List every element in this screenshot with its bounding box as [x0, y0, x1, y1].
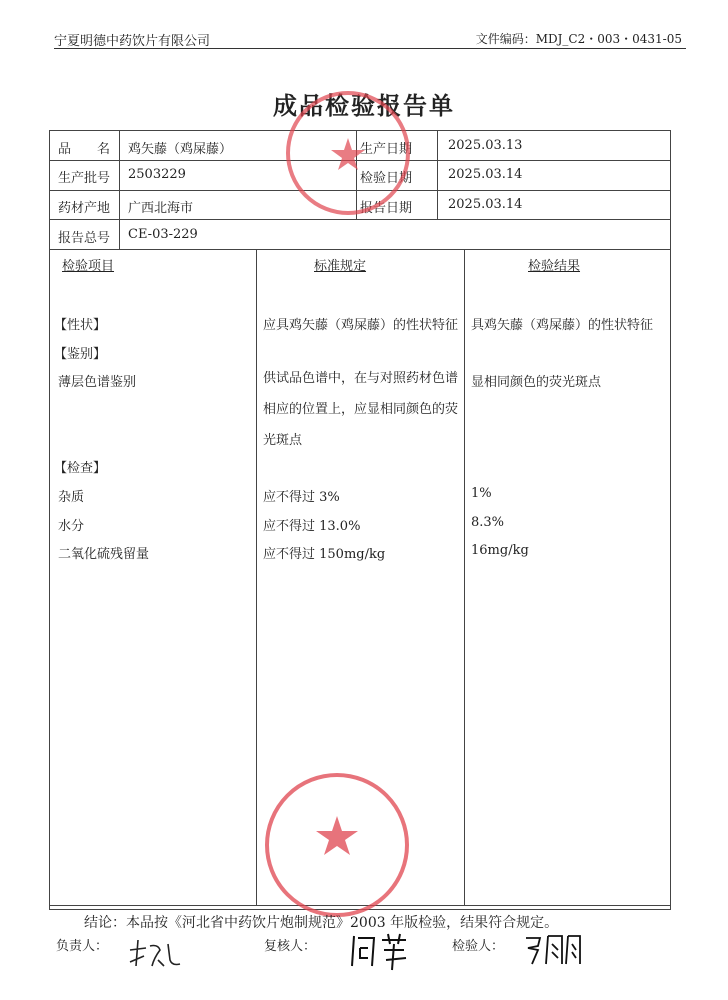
inspector-signature: [522, 930, 586, 970]
inspection-seal: [262, 770, 412, 920]
column-header-standard: 标准规定: [314, 259, 367, 274]
production-date-value: 2025.03.13: [448, 138, 523, 153]
name-value: 鸡矢藤（鸡屎藤）: [128, 142, 233, 157]
tlc-standard: [263, 363, 463, 456]
moisture-item: 水分: [58, 519, 85, 534]
tlc-standard-line: 光斑点: [263, 433, 303, 448]
row-divider: [50, 219, 670, 220]
report-number-label: 报告总号: [58, 231, 111, 246]
reviewer-label: 复核人：: [264, 939, 317, 954]
test-date-value: 2025.03.14: [448, 167, 523, 182]
section-inspect: 【检查】: [54, 461, 107, 476]
col-divider: [119, 219, 120, 249]
test-date-label: 检验日期: [360, 171, 413, 186]
impurity-result: 1%: [471, 486, 492, 501]
reviewer-signature: [348, 930, 412, 972]
row-divider: [50, 249, 670, 250]
section-character: 【性状】: [54, 318, 107, 333]
tlc-standard-line: 供试品色谱中，在与对照药材色谱: [263, 371, 459, 386]
column-header-item: 检验项目: [62, 259, 115, 274]
responsible-signature: [124, 936, 186, 972]
column-header-result: 检验结果: [528, 259, 581, 274]
seal-star-icon: [316, 816, 358, 855]
section-identify: 【鉴别】: [54, 347, 107, 362]
report-number-value: CE-03-229: [128, 227, 198, 242]
tlc-standard-line: 相应的位置上，应显相同颜色的荧: [263, 402, 459, 417]
tlc-result: 显相同颜色的荧光斑点: [471, 375, 602, 390]
report-date-label: 报告日期: [360, 201, 413, 216]
moisture-standard: 应不得过 13.0%: [263, 519, 361, 534]
responsible-label: 负责人：: [56, 939, 109, 954]
col-divider: [119, 131, 120, 219]
header-divider: [54, 48, 686, 49]
origin-label: 药材产地: [58, 201, 111, 216]
name-label: 品 名: [58, 142, 111, 157]
origin-value: 广西北海市: [128, 201, 194, 216]
inspector-label: 检验人：: [452, 939, 505, 954]
character-result: 具鸡矢藤（鸡屎藤）的性状特征: [471, 318, 654, 333]
so2-result: 16mg/kg: [471, 543, 529, 558]
page-title: 成品检验报告单: [273, 91, 455, 120]
conclusion-text: 结论：本品按《河北省中药饮片炮制规范》2003 年版检验，结果符合规定。: [84, 915, 559, 931]
tlc-item: 薄层色谱鉴别: [58, 375, 137, 390]
moisture-result: 8.3%: [471, 515, 505, 530]
report-date-value: 2025.03.14: [448, 197, 523, 212]
col-divider: [464, 249, 465, 905]
so2-standard: 应不得过 150mg/kg: [263, 547, 386, 562]
impurity-standard: 应不得过 3%: [263, 490, 340, 505]
col-divider: [437, 131, 438, 219]
impurity-item: 杂质: [58, 490, 85, 505]
character-standard: 应具鸡矢藤（鸡屎藤）的性状特征: [263, 318, 459, 333]
document-number: 文件编码：MDJ_C2・003・0431-05: [475, 32, 682, 46]
company-name: 宁夏明德中药饮片有限公司: [54, 34, 211, 49]
production-date-label: 生产日期: [360, 142, 413, 157]
seal-star-icon: [331, 138, 365, 170]
quality-dept-seal: [283, 88, 413, 218]
col-divider: [256, 249, 257, 905]
batch-label: 生产批号: [58, 171, 111, 186]
batch-value: 2503229: [128, 167, 186, 182]
so2-item: 二氧化硫残留量: [58, 547, 150, 562]
